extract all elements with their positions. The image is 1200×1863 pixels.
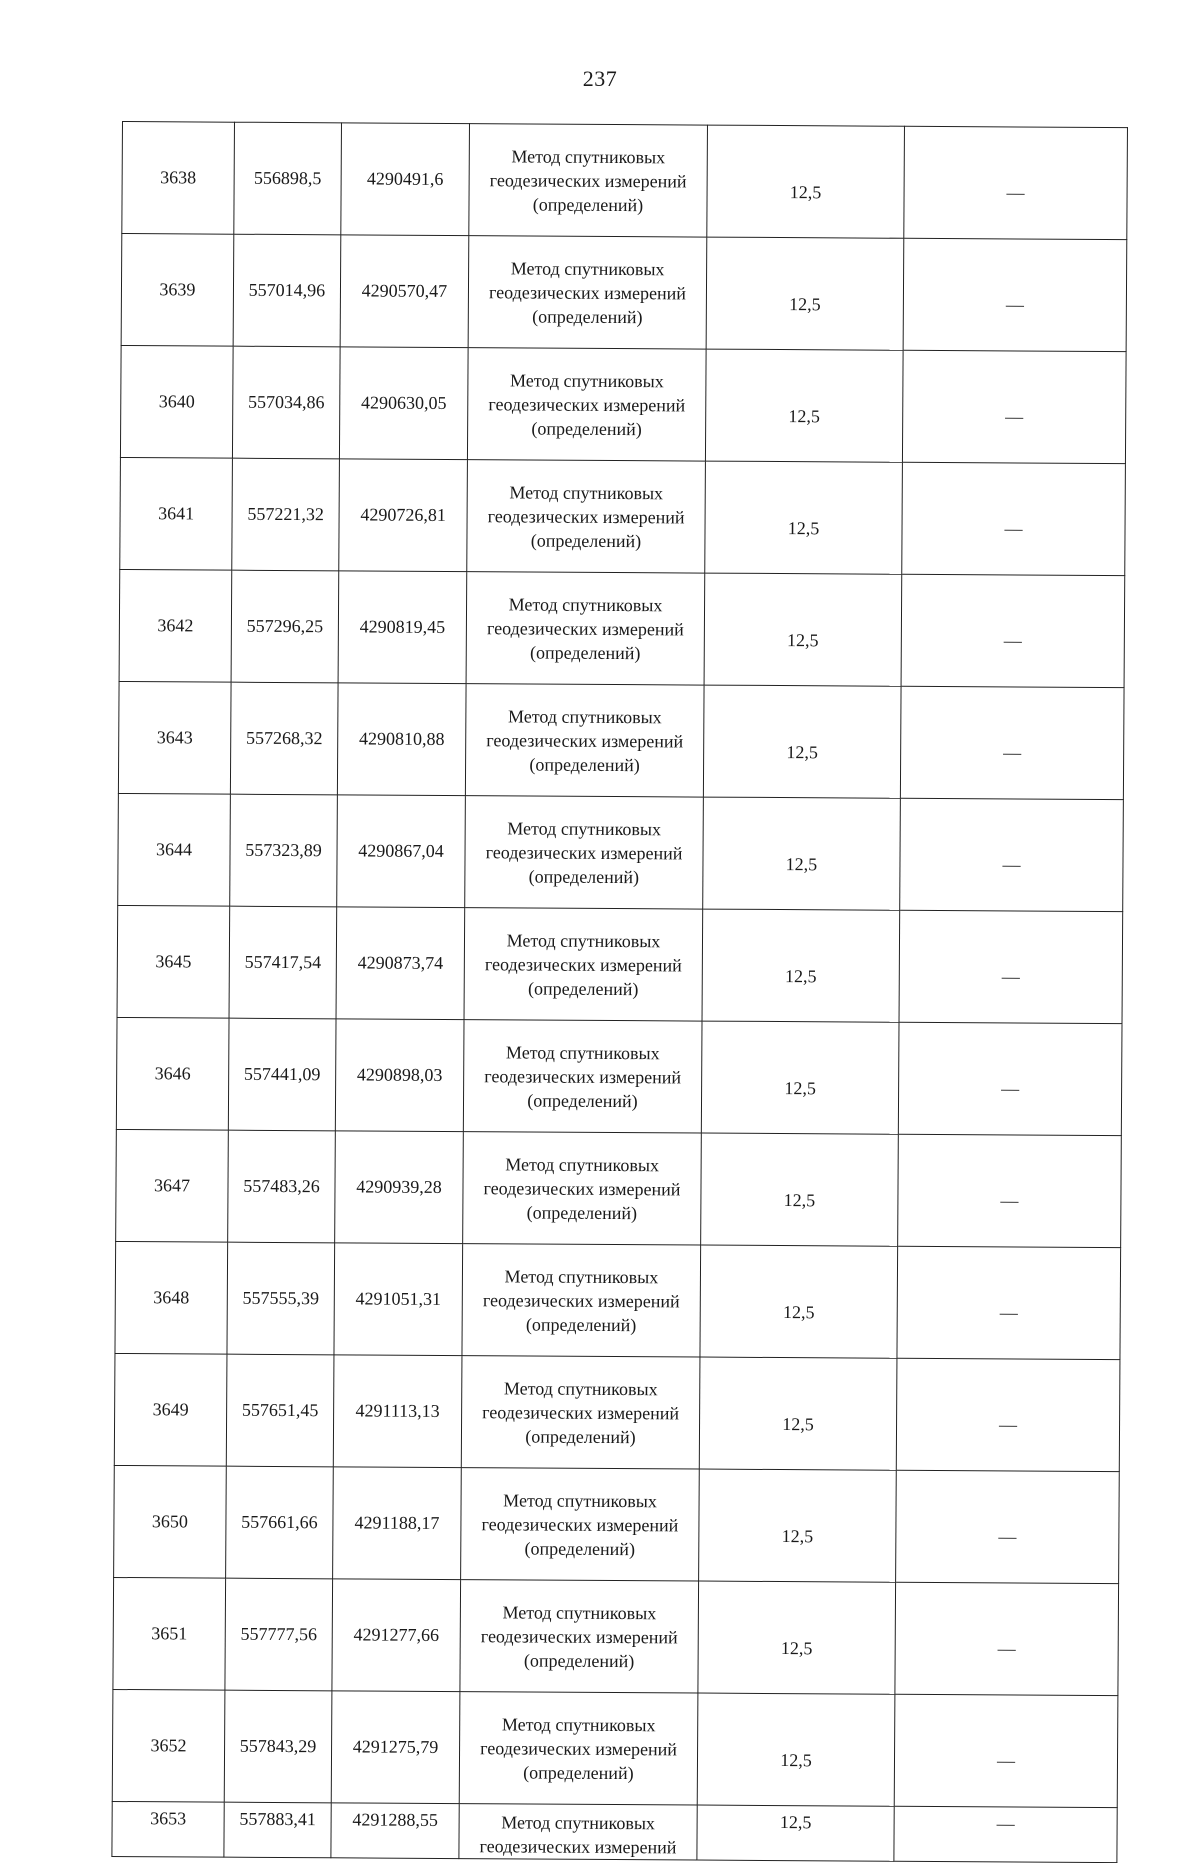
y-coordinate-cell: 4290939,28	[335, 1131, 464, 1244]
method-text-line: (определений)	[529, 754, 640, 775]
method-text-line: геодезических измерений	[486, 729, 684, 751]
point-number-cell: 3648	[115, 1241, 228, 1354]
method-text-line: геодезических измерений	[488, 281, 686, 303]
y-coordinate-cell: 4291275,79	[331, 1691, 460, 1804]
description-cell: —	[902, 350, 1126, 463]
y-coordinate-cell: 4290810,88	[337, 683, 466, 796]
method-text-line: геодезических измерений	[482, 1289, 680, 1311]
y-coordinate-cell: 4290491,6	[341, 123, 470, 236]
table-row	[121, 234, 1127, 352]
table-row	[119, 569, 1125, 687]
method-text-line: геодезических измерений	[481, 1513, 679, 1535]
point-number-cell: 3642	[119, 569, 232, 682]
method-text-line: Метод спутниковых	[505, 1041, 660, 1063]
method-text-line: (определений)	[526, 1201, 638, 1223]
y-coordinate-cell: 4291288,55	[331, 1803, 459, 1859]
description-cell: —	[901, 574, 1125, 687]
x-coordinate-cell: 557883,41	[224, 1802, 331, 1858]
method-text-line: (определений)	[528, 865, 640, 887]
method-cell	[468, 236, 707, 349]
accuracy-cell: 12,5	[701, 1021, 899, 1134]
method-cell	[462, 1244, 701, 1357]
x-coordinate-cell: 556898,5	[234, 122, 342, 235]
table-row	[112, 1801, 1117, 1862]
method-text-line: (определений)	[529, 642, 641, 663]
table-row	[118, 793, 1124, 911]
method-text-line: геодезических измерений	[479, 1836, 677, 1858]
method-text-line: Метод спутниковых	[508, 593, 663, 615]
point-number-cell: 3643	[118, 681, 231, 794]
method-text-line: Метод спутниковых	[507, 817, 662, 839]
point-number-cell: 3649	[114, 1353, 227, 1466]
method-text-line: геодезических измерений	[487, 505, 685, 527]
method-text-line: (определений)	[527, 977, 639, 999]
accuracy-cell: 12,5	[705, 461, 903, 574]
method-cell	[463, 1132, 702, 1245]
point-number-cell: 3651	[113, 1577, 226, 1690]
y-coordinate-cell: 4290630,05	[339, 347, 468, 460]
y-coordinate-cell: 4290898,03	[335, 1019, 464, 1132]
description-cell: —	[896, 1470, 1120, 1583]
x-coordinate-cell: 557417,54	[229, 906, 337, 1019]
method-text-line: геодезических измерений	[488, 393, 686, 415]
table-row	[120, 457, 1126, 575]
point-number-cell: 3652	[112, 1689, 225, 1802]
y-coordinate-cell: 4291113,13	[333, 1355, 462, 1468]
accuracy-cell: 12,5	[707, 125, 905, 238]
accuracy-cell: 12,5	[699, 1357, 897, 1470]
y-coordinate-cell: 4290819,45	[338, 571, 467, 684]
method-cell	[465, 684, 704, 797]
point-number-cell: 3644	[118, 793, 231, 906]
table-row	[118, 681, 1124, 799]
method-text-line: Метод спутниковых	[511, 145, 666, 167]
x-coordinate-cell: 557014,96	[233, 234, 341, 347]
method-text-line: (определений)	[525, 1313, 637, 1335]
description-cell: —	[903, 238, 1127, 351]
table-row	[122, 122, 1128, 240]
point-number-cell: 3650	[114, 1465, 227, 1578]
point-number-cell: 3638	[122, 122, 235, 235]
point-number-cell: 3653	[112, 1801, 224, 1857]
method-text-line: геодезических измерений	[480, 1625, 678, 1647]
table-body	[112, 122, 1128, 1863]
accuracy-cell: 12,5	[706, 237, 904, 350]
description-cell: —	[899, 910, 1123, 1023]
method-cell	[465, 796, 704, 909]
method-text-line: геодезических измерений	[483, 1177, 681, 1199]
method-text-line: (определений)	[532, 306, 643, 327]
accuracy-cell: 12,5	[697, 1693, 895, 1806]
description-cell: —	[904, 126, 1128, 239]
method-text-line: геодезических измерений	[484, 1065, 682, 1087]
accuracy-cell: 12,5	[700, 1245, 898, 1358]
accuracy-cell: 12,5	[698, 1581, 896, 1694]
method-text-line: геодезических измерений	[485, 841, 683, 863]
x-coordinate-cell: 557661,66	[226, 1466, 334, 1579]
accuracy-cell: 12,5	[704, 573, 902, 686]
y-coordinate-cell: 4290873,74	[336, 907, 465, 1020]
method-text-line: Метод спутниковых	[503, 1377, 658, 1399]
x-coordinate-cell: 557296,25	[231, 570, 339, 683]
method-text-line: Метод спутниковых	[505, 1153, 660, 1175]
description-cell: —	[894, 1694, 1118, 1807]
description-cell: —	[900, 798, 1124, 911]
description-cell: —	[896, 1358, 1120, 1471]
accuracy-cell: 12,5	[701, 1133, 899, 1246]
table-row	[112, 1689, 1118, 1807]
method-text-line: (определений)	[525, 1425, 636, 1447]
method-text-line: Метод спутниковых	[510, 257, 665, 279]
method-text-line: Метод спутниковых	[503, 1489, 657, 1511]
table-row	[113, 1577, 1119, 1695]
accuracy-cell: 12,5	[702, 909, 900, 1022]
method-text-line: (определений)	[524, 1537, 636, 1559]
method-cell	[460, 1580, 699, 1693]
x-coordinate-cell: 557843,29	[224, 1690, 332, 1803]
description-cell: —	[898, 1134, 1122, 1247]
method-text-line: Метод спутниковых	[507, 705, 662, 727]
method-text-line: геодезических измерений	[482, 1401, 680, 1423]
y-coordinate-cell: 4291188,17	[333, 1467, 462, 1580]
table-row	[116, 1129, 1122, 1247]
method-cell	[459, 1804, 697, 1860]
point-number-cell: 3645	[117, 905, 230, 1018]
point-number-cell: 3641	[120, 457, 233, 570]
description-cell: —	[894, 1806, 1117, 1862]
x-coordinate-cell: 557483,26	[228, 1130, 336, 1243]
table-row	[114, 1353, 1120, 1471]
method-cell	[467, 348, 706, 461]
method-text-line: Метод спутниковых	[501, 1812, 656, 1834]
method-text-line: Метод спутниковых	[501, 1713, 656, 1735]
method-text-line: Метод спутниковых	[504, 1265, 659, 1287]
method-cell	[463, 1020, 702, 1133]
method-text-line: Метод спутниковых	[509, 481, 664, 503]
method-text-line: (определений)	[530, 530, 642, 551]
x-coordinate-cell: 557323,89	[230, 794, 338, 907]
y-coordinate-cell: 4291051,31	[334, 1243, 463, 1356]
y-coordinate-cell: 4290867,04	[337, 795, 466, 908]
x-coordinate-cell: 557555,39	[227, 1242, 335, 1355]
accuracy-cell: 12,5	[699, 1469, 897, 1582]
method-text-line: (определений)	[523, 1649, 635, 1671]
method-cell	[464, 908, 703, 1021]
x-coordinate-cell: 557777,56	[225, 1578, 333, 1691]
method-text-line: геодезических измерений	[484, 953, 682, 975]
accuracy-cell: 12,5	[703, 685, 901, 798]
method-text-line: (определений)	[531, 418, 642, 439]
method-cell	[461, 1356, 700, 1469]
x-coordinate-cell: 557441,09	[228, 1018, 336, 1131]
point-number-cell: 3647	[116, 1129, 229, 1242]
method-cell	[469, 124, 708, 237]
coordinates-table	[111, 121, 1128, 1863]
method-text-line: геодезических измерений	[480, 1737, 678, 1759]
table-row	[117, 905, 1123, 1023]
method-cell	[466, 572, 705, 685]
x-coordinate-cell: 557268,32	[230, 682, 338, 795]
table-row	[115, 1241, 1121, 1359]
x-coordinate-cell: 557034,86	[232, 346, 340, 459]
method-text-line: (определений)	[523, 1761, 634, 1783]
table-row	[120, 345, 1126, 463]
description-cell: —	[897, 1246, 1121, 1359]
accuracy-cell: 12,5	[705, 349, 903, 462]
table-row	[116, 1017, 1122, 1135]
description-cell: —	[900, 686, 1124, 799]
point-number-cell: 3639	[121, 234, 234, 347]
accuracy-cell: 12,5	[697, 1805, 894, 1861]
method-text-line: геодезических измерений	[486, 617, 684, 639]
method-text-line: геодезических измерений	[489, 169, 687, 191]
method-text-line: (определений)	[527, 1089, 638, 1111]
method-cell	[461, 1468, 700, 1581]
method-text-line: Метод спутниковых	[510, 369, 664, 391]
method-text-line: Метод спутниковых	[502, 1601, 657, 1623]
method-cell	[467, 460, 706, 573]
y-coordinate-cell: 4290570,47	[340, 235, 469, 348]
x-coordinate-cell: 557651,45	[226, 1354, 334, 1467]
method-text-line: (определений)	[532, 194, 644, 215]
accuracy-cell: 12,5	[703, 797, 901, 910]
description-cell: —	[895, 1582, 1119, 1695]
x-coordinate-cell: 557221,32	[232, 458, 340, 571]
point-number-cell: 3640	[120, 345, 233, 458]
description-cell: —	[902, 462, 1126, 575]
method-text-line: Метод спутниковых	[506, 929, 661, 951]
description-cell: —	[898, 1022, 1122, 1135]
y-coordinate-cell: 4290726,81	[339, 459, 468, 572]
table-row	[114, 1465, 1120, 1583]
y-coordinate-cell: 4291277,66	[332, 1579, 461, 1692]
point-number-cell: 3646	[116, 1017, 229, 1130]
method-cell	[459, 1692, 698, 1805]
page-number: 237	[582, 66, 618, 91]
